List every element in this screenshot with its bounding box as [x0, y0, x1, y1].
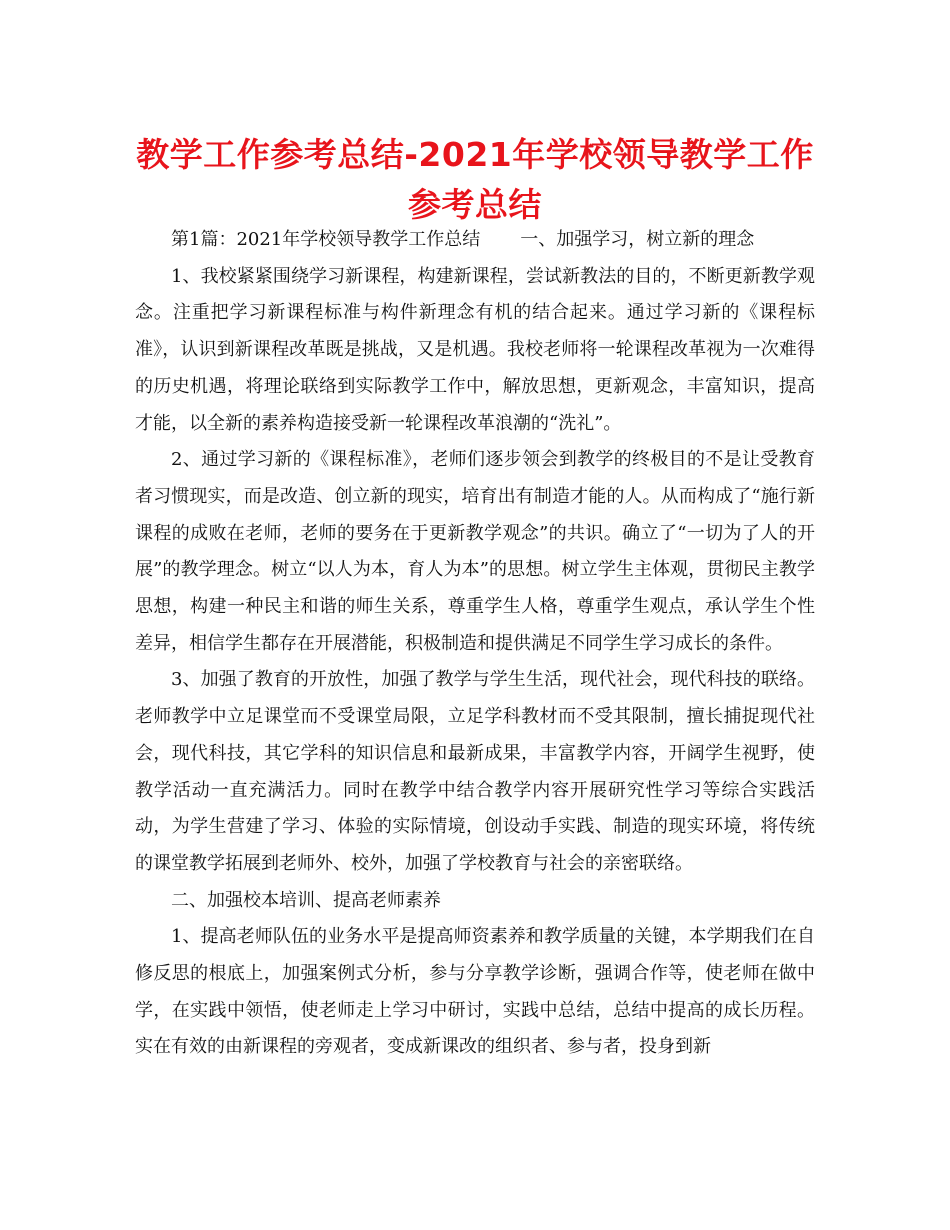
paragraph-1: 1、我校紧紧围绕学习新课程，构建新课程，尝试新教法的目的，不断更新教学观念。注重把学习新课程标准与构件新理念有机的结合起来。通过学习新的《课程标准》，认识到新课程改革既是挑战，又是机遇。我校老师将一轮课程改革视为一次难得的历史机遇，将理论联络到实际教学工作中，解放思想，更新观念，丰富知识，提高才能，以全新的素养构造接受新一轮课程改革浪潮的“洗礼”。: [135, 265, 815, 434]
paragraph-4: 1、提高老师队伍的业务水平是提高师资素养和教学质量的关键，本学期我们在自修反思的根底上，加强案例式分析，参与分享教学诊断，强调合作等，使老师在做中学，在实践中领悟，使老师走上学习中研讨，实践中总结，总结中提高的成长历程。实在有效的由新课程的旁观者，变成新课改的组织者、参与者，投身到新: [135, 926, 815, 1058]
intro-heading: 第1篇：2021年学校领导教学工作总结: [171, 229, 481, 250]
document-title: 教学工作参考总结-2021年学校领导教学工作参考总结: [136, 135, 814, 224]
section-heading-1: 一、加强学习，树立新的理念: [520, 229, 755, 250]
paragraph-2: 2、通过学习新的《课程标准》，老师们逐步领会到教学的终极目的不是让受教育者习惯现实，而是改造、创立新的现实，培育出有制造才能的人。从而构成了“施行新课程的成败在老师，老师的要务在于更新教学观念”的共识。确立了“一切为了人的开展”的教学理念。树立“以人为本，育人为本”的思想。树立学生主体观，贯彻民主教学思想，构建一种民主和谐的师生关系，尊重学生人格，尊重学生观点，承认学生个性差异，相信学生都存在开展潜能，积极制造和提供满足不同学生学习成长的条件。: [135, 449, 815, 654]
paragraph-3: 3、加强了教育的开放性，加强了教学与学生生活，现代社会，现代科技的联络。老师教学中立足课堂而不受课堂局限，立足学科教材而不受其限制，擅长捕捉现代社会，现代科技，其它学科的知识信息和最新成果，丰富教学内容，开阔学生视野，使教学活动一直充满活力。同时在教学中结合教学内容开展研究性学习等综合实践活动，为学生营建了学习、体验的实际情境，创设动手实践、制造的现实环境，将传统的课堂教学拓展到老师外、校外，加强了学校教育与社会的亲密联络。: [135, 669, 815, 874]
section-heading-2: 二、加强校本培训、提高老师素养: [171, 889, 441, 911]
intro-line: [135, 222, 815, 259]
document-body: [135, 222, 815, 1066]
